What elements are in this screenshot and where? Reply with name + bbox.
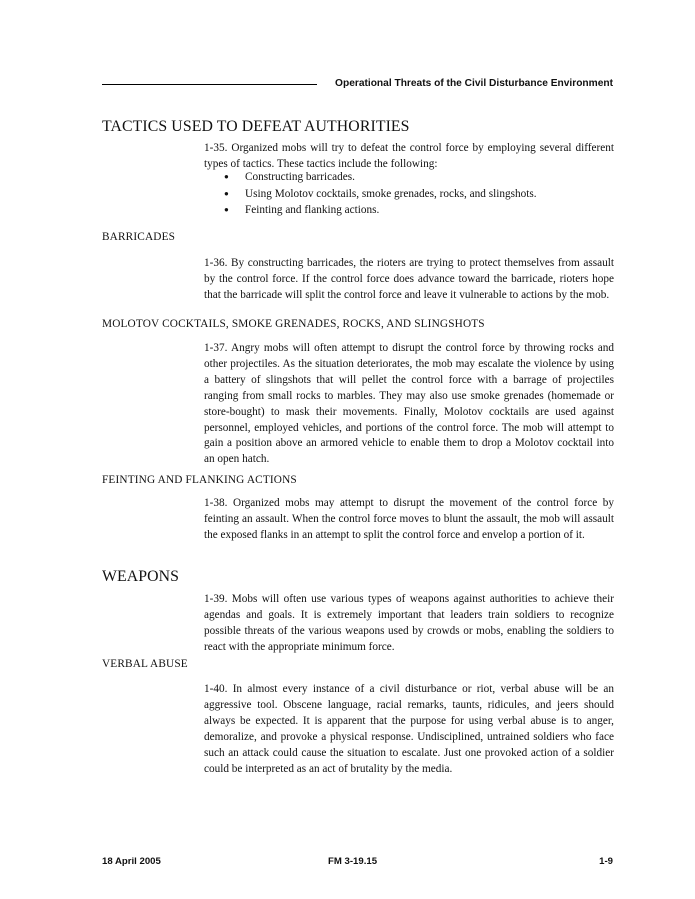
- heading-molotov: MOLOTOV COCKTAILS, SMOKE GRENADES, ROCKS, AND SLINGSHOTS: [102, 318, 485, 330]
- heading-barricades: BARRICADES: [102, 231, 176, 243]
- bullet-item: ● Constructing barricades.: [224, 169, 604, 186]
- para-1-35: 1-35. Organized mobs will try to defeat the control force by employing several different types of tactics. These tactics include the following:: [204, 142, 614, 170]
- footer-date: 18 April 2005: [102, 856, 161, 867]
- heading-verbal-abuse: VERBAL ABUSE: [102, 658, 188, 670]
- para-1-36: 1-36. By constructing barricades, the rioters are trying to protect themselves from assault by the control force. If the control force does advance toward the barricade, rioters hope that the barricade will split the control force and leave it vulnerable to actions by the mob.: [204, 257, 614, 301]
- tactics-bullet-list: [224, 169, 604, 219]
- heading-weapons: WEAPONS: [102, 568, 180, 585]
- footer-page-number: 1-9: [599, 856, 613, 867]
- para-1-39: 1-39. Mobs will often use various types of weapons against authorities to achieve their agendas and goals. It is extremely important that leaders train soldiers to recognize possible threats of the various weapons used by crowds or mobs, enabling the soldiers to react with the appropriate minimum force.: [204, 593, 614, 653]
- header-rule: [102, 84, 317, 85]
- para-1-40: 1-40. In almost every instance of a civil disturbance or riot, verbal abuse will be an aggressive tool. Obscene language, racial remarks, taunts, ridicules, and jeers should always be expected. It is apparent that the purpose for using verbal abuse is to anger, demoralize, and provoke a physical response. Undisciplined, untrained soldiers who face such an attack could cause the situation to escalate. Just one provoked action of a soldier could be interpreted as an act of brutality by the media.: [204, 683, 614, 775]
- bullet-icon: ●: [224, 172, 229, 181]
- heading-feinting: FEINTING AND FLANKING ACTIONS: [102, 474, 297, 486]
- running-header: Operational Threats of the Civil Disturbance Environment: [335, 78, 613, 89]
- bullet-icon: ●: [224, 188, 229, 198]
- bullet-item: ● Feinting and flanking actions.: [224, 202, 604, 219]
- para-1-38: 1-38. Organized mobs may attempt to disrupt the movement of the control force by feinting an assault. When the control force moves to blunt the assault, the mob will assault the exposed flanks in an attempt to split the control force and envelop a portion of it.: [204, 497, 614, 541]
- footer-manual: FM 3-19.15: [328, 856, 378, 867]
- bullet-item: ● Using Molotov cocktails, smoke grenades, rocks, and slingshots.: [224, 186, 604, 203]
- heading-tactics: TACTICS USED TO DEFEAT AUTHORITIES: [102, 118, 410, 135]
- bullet-icon: ●: [224, 205, 229, 215]
- para-1-37: 1-37. Angry mobs will often attempt to disrupt the control force by throwing rocks and other projectiles. As the situation deteriorates, the mob may escalate the violence by using a battery of slingshots that will pellet the control force with a barrage of projectiles ranging from small rocks to marbles. They may also use smoke grenades (homemade or store-bought) to mask their movements. Finally, Molotov cocktails are used against personnel, employed vehicles, and portions of the control force. The mob will attempt to gain a position above an armored vehicle to enable them to drop a Molotov cocktail into an open hatch.: [204, 342, 614, 466]
